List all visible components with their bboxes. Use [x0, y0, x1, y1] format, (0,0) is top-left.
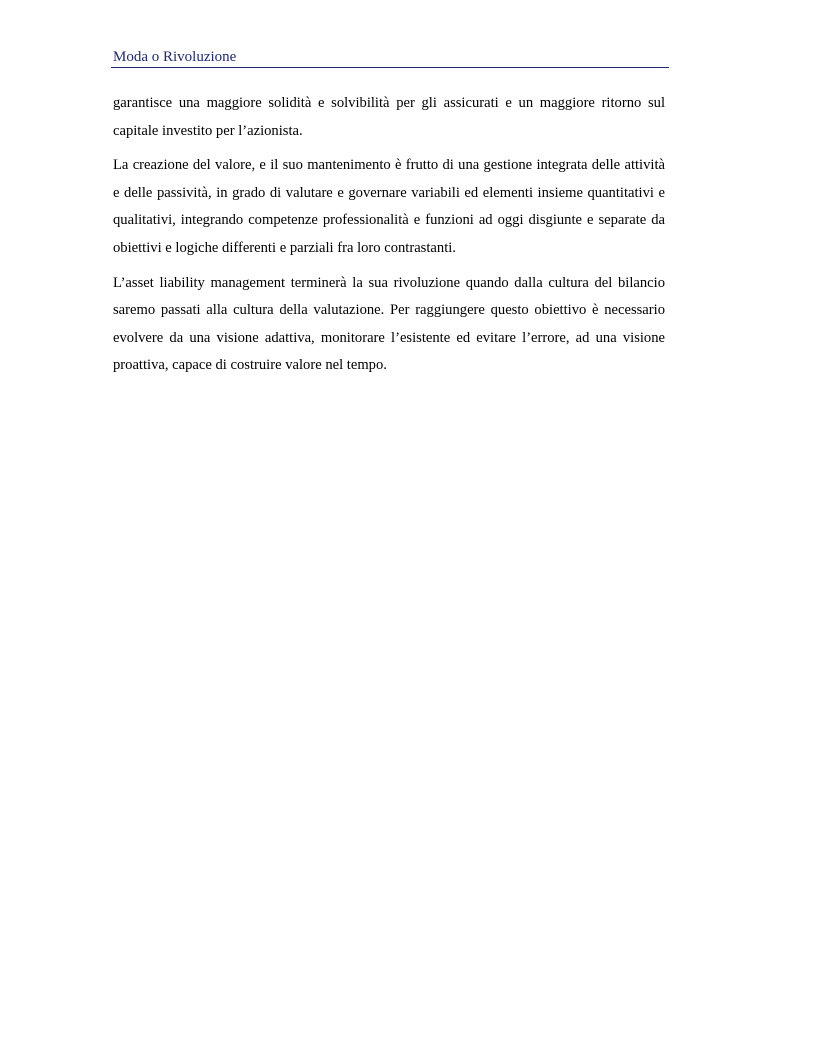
page-header-title: Moda o Rivoluzione — [113, 49, 237, 65]
paragraph-continuation: garantisce una maggiore solidità e solvibilità per gli assicurati e un maggiore ritorno sul capitale investito per l’azionista. — [113, 95, 665, 139]
page-header — [111, 46, 669, 68]
paragraph-alm-revolution: L’asset liability management terminerà la sua rivoluzione quando dalla cultura del bilancio saremo passati alla cultura della valutazione. Per raggiungere questo obiettivo è necessario evolvere da una visione adattiva, monitorare l’esistente ed evitare l’errore, ad una visione proattiva, capace di costruire valore nel tempo. — [113, 274, 665, 374]
body-text — [113, 90, 665, 387]
paragraph-value-creation: La creazione del valore, e il suo mantenimento è frutto di una gestione integrata delle attività e delle passività, in grado di valutare e governare variabili ed elementi insieme quantitativi e qualitativi, integrando competenze professionalità e funzioni ad oggi disgiunte e separate da obiettivi e logiche differenti e parziali fra loro contrastanti. — [113, 157, 665, 256]
